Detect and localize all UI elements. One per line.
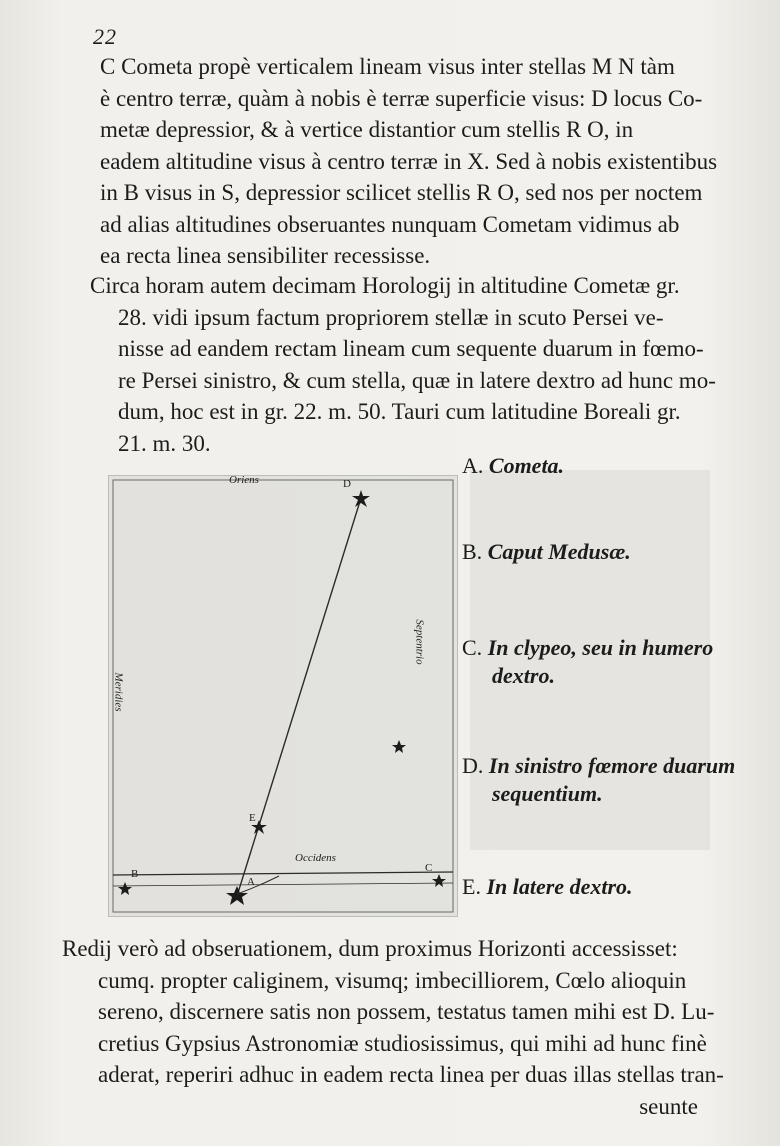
star-b [118, 882, 132, 895]
legend-desc-continued: sequentium. [492, 781, 603, 806]
horizon-line [113, 872, 453, 875]
legend-desc-continued: dextro. [492, 663, 555, 688]
text-line: ea recta linea sensibiliter recessisse. [100, 243, 431, 268]
star-d [352, 490, 370, 507]
text-line: C Cometa propè verticalem lineam visus inter stellas M N tàm [100, 54, 675, 79]
horizon-line-secondary [113, 883, 453, 886]
text-line: cretius Gypsius Astronomiæ studiosissimus, qui mihi ad hunc finè [98, 1030, 707, 1056]
text-line: è centro terræ, quàm à nobis è terræ superficie visus: D locus Co- [100, 85, 703, 111]
star-diagram-drawing [109, 476, 457, 916]
text-line: cumq. propter caliginem, visumq; imbecilliorem, Cœlo alioquin [98, 967, 687, 993]
legend-item-e [462, 873, 780, 901]
page-number: 22 [93, 24, 117, 49]
text-line: re Persei sinistro, & cum stella, quæ in latere dextro ad hunc mo- [118, 367, 716, 393]
star-c [432, 874, 446, 887]
text-line: seunte [639, 1093, 698, 1119]
legend-desc: In latere dextro. [486, 874, 633, 899]
diagram-border [113, 480, 453, 912]
legend-item-c [462, 634, 780, 690]
legend-item-d [462, 752, 780, 808]
paragraph-2 [90, 270, 736, 459]
text-line: Circa horam autem decimam Horologij in altitudine Cometæ gr. [90, 273, 680, 298]
text-line: nisse ad eandem rectam lineam cum sequente duarum in fœmo- [118, 336, 704, 361]
paragraph-3 [62, 933, 738, 1122]
label-meridies: Meridies [112, 672, 125, 712]
stars [118, 490, 446, 905]
text-line: ad alias altitudines obseruantes nunquam Cometam vidimus ab [100, 211, 680, 237]
legend-key: D. [462, 753, 484, 778]
star-diagram [108, 475, 458, 917]
legend-key: C. [462, 635, 483, 660]
label-septentrio: Septentrio [413, 619, 426, 665]
star-minor [392, 740, 406, 753]
text-line: aderat, reperiri adhuc in eadem recta linea per duas illas stellas tran- [98, 1062, 724, 1087]
text-line: sereno, discernere satis non possem, testatus tamen mihi est D. Lu- [98, 999, 715, 1024]
text-line: eadem altitudine visus à centro terræ in X. Sed à nobis existentibus [100, 148, 718, 174]
text-line: 28. vidi ipsum factum propriorem stellæ in scuto Persei ve- [118, 304, 664, 330]
label-point-c: C [425, 862, 433, 874]
label-point-e: E [249, 812, 256, 824]
text-line: in B visus in S, depressior scilicet stellis R O, sed nos per noctem [100, 180, 703, 205]
label-point-b: B [131, 868, 139, 880]
comet-a [226, 886, 248, 905]
legend-item-b [462, 538, 780, 566]
text-line: 21. m. 30. [118, 430, 211, 456]
legend-desc: Cometa. [488, 453, 565, 478]
label-oriens: Oriens [229, 474, 259, 486]
legend-key: E. [462, 874, 481, 899]
legend-key: B. [462, 539, 483, 564]
legend-desc: Caput Medusæ. [487, 539, 631, 564]
paragraph-1 [100, 51, 736, 272]
legend-item-a [462, 452, 780, 480]
legend-key: A. [462, 453, 484, 478]
text-line: Redij verò ad obseruationem, dum proximus Horizonti accessisset: [62, 936, 678, 961]
legend-desc: In sinistro fœmore duarum [488, 753, 736, 778]
label-occidens: Occidens [295, 852, 336, 864]
legend-desc: In clypeo, seu in humero [487, 635, 714, 660]
label-point-d: D [343, 478, 351, 490]
label-point-a: A [247, 876, 255, 888]
text-line: metæ depressior, & à vertice distantior cum stellis R O, in [100, 117, 634, 142]
text-line: dum, hoc est in gr. 22. m. 50. Tauri cum latitudine Boreali gr. [118, 399, 681, 424]
alignment-line [237, 498, 361, 896]
